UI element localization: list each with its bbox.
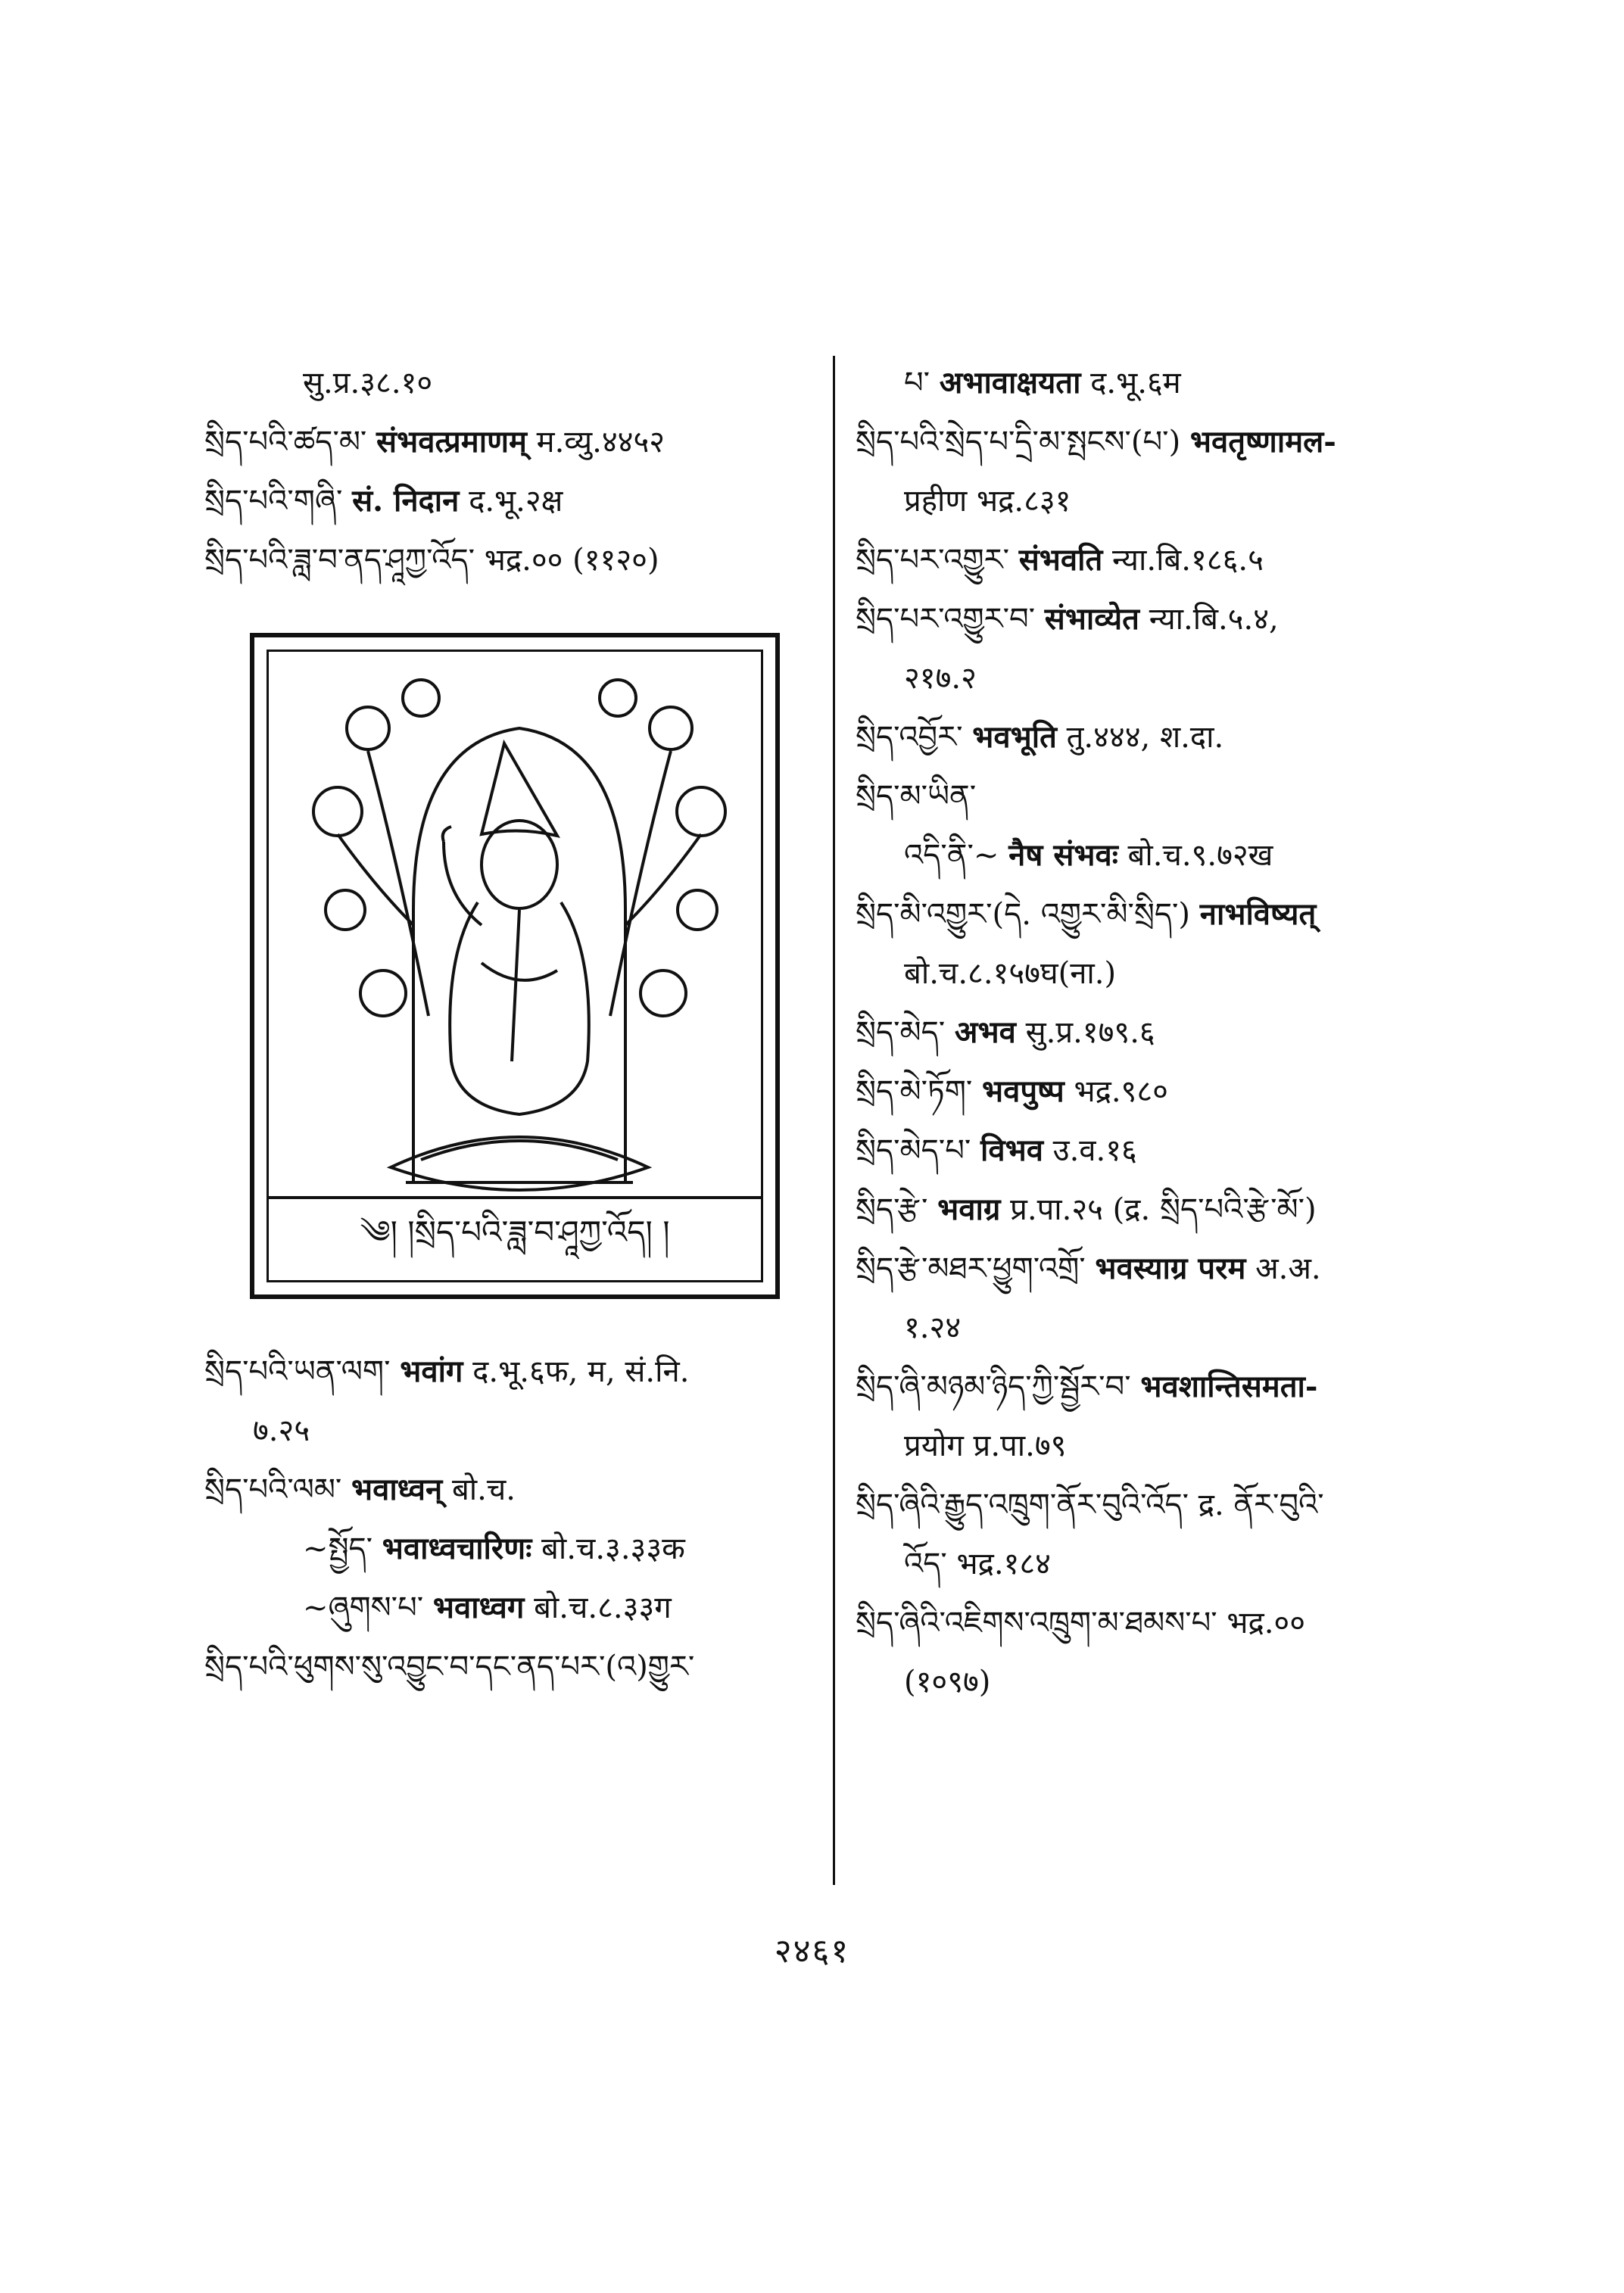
dictionary-entry [856, 710, 1454, 765]
entry-continuation: प्रयोग प्र.पा.७९ [904, 1428, 1067, 1463]
dictionary-entry [856, 887, 1454, 942]
entry-ref: द्र. ནོར་བུའི་ [1198, 1488, 1324, 1522]
entry-continuation: २१७.२ [904, 661, 977, 696]
entry-skt: भवांग [400, 1354, 463, 1389]
entry-skt: भवभूति [972, 719, 1057, 755]
dictionary-entry [856, 1596, 1454, 1650]
entry-tib: སྲིད་ཞིའི་རྒྱུད་འཁྲུག་ནོར་བུའི་འོད་ [856, 1488, 1189, 1522]
entry-skt: संभवत्प्रमाणम् [376, 424, 527, 460]
entry-tib: སྲིད་མེད་པ་ [856, 1133, 971, 1168]
entry-tib: སྲིད་པའི་ཡན་ལག་ [204, 1354, 391, 1389]
entry-continuation: འོད་ भद्र.१८४ [904, 1547, 1051, 1581]
entry-tib: སྲིད་པའི་ཚད་མ་ [204, 425, 367, 460]
entry-tib: སྲིད་པའི་ཕུགས་སུ་འབྱུང་བ་དང་ནད་པར་(འ)གྱུར་ [204, 1650, 695, 1684]
woodblock-illustration [250, 633, 780, 1299]
entry-tib: ~ཞུགས་པ་ [303, 1590, 424, 1625]
entry-tib: སྲིད་པའི་སྲེད་པ་དྲི་མ་སྤངས་(པ་) [856, 425, 1181, 460]
entry-tib: སྲིད་པའི་ཟླ་བ་ནད་ཤཱཀྱ་འོད་ [204, 543, 475, 578]
dictionary-entry [204, 1463, 818, 1517]
entry-tib: སྲིད་མི་འགྱུར་(དེ. འགྱུར་མི་སྲིད་) [856, 897, 1191, 932]
entry-ref: तु.४४४, श.दा. [1066, 720, 1224, 755]
dictionary-entry [204, 1581, 818, 1635]
entry-tib: སྲིད་རྩེ་མཐར་ཕྱུག་འགྲོ་ [856, 1251, 1086, 1286]
entry-ref: सु.प्र.१७९.६ [1025, 1015, 1155, 1050]
entry-skt: संभवति [1018, 542, 1103, 578]
entry-tib: སྲིད་མ་ཡིན་ [856, 779, 977, 814]
entry-skt: भवाध्वग [432, 1590, 525, 1625]
dictionary-entry [204, 415, 818, 469]
entry-ref: बो.च.९.७२ख [1127, 838, 1273, 873]
entry-tib: སྲིད་པའི་ལམ་ [204, 1472, 342, 1507]
dictionary-entry [856, 533, 1454, 587]
entry-skt: विभव [980, 1132, 1043, 1168]
entry-ref: भद्र.९८० [1074, 1074, 1168, 1109]
page-number: २४६१ [774, 1932, 850, 1971]
entry-tib: སྲིད་པར་འགྱུར་ [856, 543, 1009, 578]
dictionary-entry [204, 533, 818, 587]
entry-continuation: १.२४ [904, 1310, 962, 1345]
entry-ref: बो.च.८.३३ग [534, 1590, 672, 1625]
entry-skt: अभव [954, 1014, 1016, 1050]
entry-tib: པ་ [904, 366, 930, 400]
entry-skt: भवाध्वचारिणः [382, 1531, 532, 1566]
entry-continuation: (१०९७) [904, 1665, 991, 1699]
dictionary-entry [204, 1640, 818, 1694]
dictionary-entry [856, 415, 1454, 469]
dictionary-entry [856, 1123, 1454, 1178]
entry-tib: སྲིད་འབྱོར་ [856, 720, 963, 755]
entry-ref: द.भू.२क्ष [469, 484, 563, 519]
entry-ref: बो.च.३.३३क [541, 1531, 685, 1566]
entry-ref: सु.प्र.३८.१० [303, 366, 433, 400]
entry-tib: སྲིད་མེད་ [856, 1015, 946, 1050]
entry-ref: बो.च. [451, 1472, 516, 1507]
entry-skt: भवतृष्णामल- [1189, 424, 1336, 460]
entry-tib: སྲིད་ཞིའི་འཇིགས་འཁྲུག་མ་ཐམས་པ་ [856, 1606, 1217, 1640]
dictionary-entry [856, 1242, 1454, 1296]
dictionary-entry [856, 1360, 1454, 1414]
entry-tib: སྲིད་རྩེ་ [856, 1192, 928, 1227]
right-column [856, 356, 1454, 1714]
entry-ref: म.व्यु.४४५२ [536, 425, 665, 460]
entry-skt: भवशान्तिसमता- [1140, 1369, 1318, 1404]
figure-caption: ༄། །སྲིད་པའི་ཟླ་བ་ཤཱཀྱ་འོད། ། [267, 1196, 763, 1282]
dictionary-entry [856, 1064, 1454, 1119]
dictionary-entry [204, 356, 818, 410]
dictionary-entry [856, 1182, 1454, 1237]
entry-tib: སྲིད་ཞི་མཉམ་ཉིད་ཀྱི་སྦྱོར་བ་ [856, 1369, 1131, 1404]
dictionary-entry [856, 828, 1454, 883]
entry-skt: नाभविष्यत् [1199, 896, 1317, 932]
entry-skt: नैष संभवः [1008, 837, 1118, 873]
entry-skt: संभाव्येत [1044, 601, 1139, 637]
entry-ref: द.भू.६म [1090, 366, 1181, 400]
entry-tib: སྲིད་པར་འགྱུར་བ་ [856, 602, 1036, 637]
dictionary-entry [204, 1522, 818, 1576]
entry-tib: འདི་ནི་~ [904, 838, 999, 873]
left-column [204, 356, 818, 1699]
entry-skt: भवस्याग्र परम [1095, 1251, 1246, 1286]
dictionary-entry [856, 1478, 1454, 1532]
entry-ref: न्या.बि.५.४, [1149, 602, 1279, 637]
dictionary-entry [204, 1344, 818, 1399]
column-divider [833, 356, 835, 1885]
entry-skt: भवाध्वन् [351, 1472, 443, 1507]
entry-ref: अ.अ. [1255, 1251, 1321, 1286]
entry-skt: अभावाक्षयता [939, 365, 1081, 400]
entry-tib: སྲིད་མེ་ཏོག་ [856, 1074, 973, 1109]
entry-skt: भवपुष्प [982, 1073, 1064, 1109]
entry-ref: उ.व.१६ [1052, 1133, 1137, 1168]
dictionary-entry [856, 592, 1454, 646]
entry-tib: ~སྤྱོད་ [303, 1531, 373, 1566]
dictionary-entry [204, 474, 818, 528]
entry-ref: द.भू.६फ, म, सं.नि. [472, 1354, 690, 1389]
dictionary-entry [856, 356, 1454, 410]
entry-tib: སྲིད་པའི་གཞི་ [204, 484, 343, 519]
dictionary-entry [856, 769, 1454, 824]
entry-continuation: प्रहीण भद्र.८३१ [904, 484, 1071, 519]
entry-ref: भद्र.०० (११२०) [484, 543, 659, 578]
entry-skt: सं. निदान [352, 483, 460, 519]
entry-continuation: बो.च.८.१५७घ(ना.) [904, 956, 1117, 991]
entry-ref: भद्र.०० [1227, 1606, 1306, 1640]
entry-ref: न्या.बि.१८६.५ [1112, 543, 1264, 578]
dictionary-entry [856, 1005, 1454, 1060]
entry-continuation: ७.२५ [253, 1413, 310, 1448]
entry-ref: प्र.पा.२५ (द्र. སྲིད་པའི་རྩེ་མོ་) [1010, 1192, 1317, 1227]
entry-skt: भवाग्र [937, 1192, 1001, 1227]
